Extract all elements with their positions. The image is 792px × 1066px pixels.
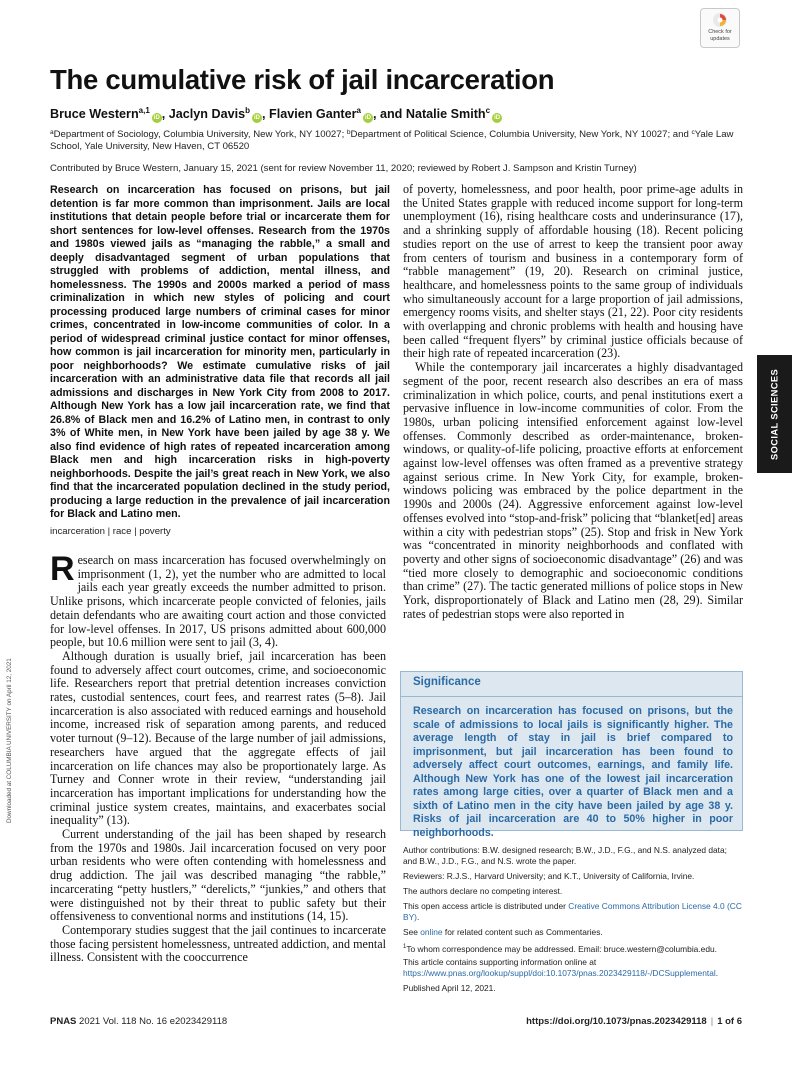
doi-link[interactable]: https://doi.org/10.1073/pnas.2023429118: [526, 1016, 707, 1027]
corr-sup: 1: [403, 944, 407, 950]
download-watermark: Downloaded at COLUMBIA UNIVERSITY on April 12, 2021: [6, 658, 13, 823]
journal-issue: 2021 Vol. 118 No. 16 e2023429118: [79, 1016, 228, 1027]
footer-separator: |: [710, 1016, 714, 1027]
see-online-note: [403, 927, 743, 938]
affil-sup-c: c: [691, 129, 695, 136]
update-icon: [712, 12, 728, 28]
affil-sup-a: a: [50, 129, 54, 136]
orcid-icon[interactable]: iD: [153, 115, 160, 121]
author-name[interactable]: Flavien Ganter: [269, 107, 357, 121]
significance-text: Research on incarceration has focused on prisons, but the scale of admissions to local jails is significantly higher. The average length of stay in jail is brief compared to imprisonment, but jail incarceration has been found to adversely affect court outcomes, earnings, and family life. Although New York has one of the lowest jail incarceration rates among large cities, over a quarter of Black men and a sixth of Latino men in the city have been jailed by age 38 y. Risks of jail incarceration are 40 to 50% higher in poor neighborhoods.: [413, 705, 733, 839]
author-name[interactable]: Bruce Western: [50, 107, 139, 121]
author-name[interactable]: Natalie Smith: [405, 107, 486, 121]
significance-divider: [400, 696, 743, 697]
orcid-icon[interactable]: iD: [364, 115, 371, 121]
author-list: [50, 106, 502, 123]
open-access-text: This open access article is distributed under: [403, 901, 569, 911]
body-right-column: [403, 183, 743, 622]
body-paragraph-3: Current understanding of the jail has been shaped by research from the 1970s and 1980s. Jail incarceration focused on very poor urban residents who were often contending with homelessness and drug addiction. The jail was described managing “the rabble,” incarcerating “petty hustlers,” “derelicts,” “junkies,” and others that were distinguished not by their threat to public safety but their offensiveness to conventional norms and institutions (14, 15).: [50, 827, 386, 924]
affil-a: Department of Sociology, Columbia University, New York, NY 10027;: [53, 129, 347, 140]
supp-text-end: .: [715, 967, 719, 978]
supp-text: This article contains supporting information online at: [403, 957, 597, 967]
drop-cap: R: [50, 550, 75, 588]
affil-b: Department of Political Science, Columbia University, New York, NY 10027; and: [350, 129, 692, 140]
open-access-end: .: [416, 911, 420, 922]
affil-c: Yale Law School, Yale University, New Haven, CT 06520: [50, 129, 734, 153]
reviewers-note: Reviewers: R.J.S., Harvard University; and K.T., University of California, Irvine.: [403, 871, 695, 881]
see-text: See: [403, 927, 421, 937]
body-paragraph-4: Contemporary studies suggest that the jail continues to incarcerate those facing persistent homelessness, untreated addiction, and mental illness. Consistent with the cooccurrence: [50, 922, 386, 965]
author-affil-sup: b: [245, 106, 250, 115]
correspondence-text: To whom correspondence may be addressed. Email: bruce.western@columbia.edu.: [406, 943, 717, 954]
affil-sup-b: b: [346, 129, 351, 136]
see-text-end: for related content such as Commentaries.: [442, 927, 603, 937]
competing-interest-note: The authors declare no competing interest.: [403, 886, 563, 896]
supporting-info-note: [403, 957, 743, 979]
author-separator: ,: [262, 107, 269, 121]
section-side-tab-label: SOCIAL SCIENCES: [769, 368, 780, 460]
keywords: incarceration | race | poverty: [50, 526, 171, 537]
orcid-icon[interactable]: iD: [494, 115, 501, 121]
author-affil-sup: c: [485, 106, 491, 115]
online-link[interactable]: online: [420, 927, 443, 937]
author-affil-sup: a: [356, 106, 361, 115]
significance-title: Significance: [413, 676, 481, 688]
badge-line1: Check for: [708, 29, 732, 35]
published-date: Published April 12, 2021.: [403, 983, 496, 993]
body-paragraph-1: [50, 550, 386, 650]
author-affil-sup: a,1: [138, 106, 150, 115]
body-left-column: [50, 550, 386, 965]
footer-journal-info: [50, 1016, 227, 1027]
body-paragraph-6: While the contemporary jail incarcerates a highly disadvantaged segment of the poor, recent research also describes an era of mass criminalization in which police, courts, and penal institutions exert a pervasive influence in low-income communities of color. From the 1980s, urban policing intensified enforcement against low-level offenses. Commonly described as order-maintenance, broken-windows, or quality-of-life policing, proactive efforts at enforcement against low-level offenses was often framed as a preventive strategy against serious crime. In New York City, for example, broken-windows policing was embraced by the police department in the 1990s and 2000s (24). Aggressive enforcement against low-level offenses evolved into “stop-and-frisk” policing that “blanket[ed] areas within a city with pedestrian stops” (25). Stop and frisk in New York was “concentrated in minority neighborhoods and conflated with poverty and other signs of socioeconomic disadvantage” (26) and was “tied more closely to demographic and socioeconomic conditions than crime” (27). The tactic generated millions of police stops in New York, disproportionately of Black and Latino men (28, 29). Similar rates of pedestrian stops were also reported in: [403, 360, 743, 621]
contributed-line: Contributed by Bruce Western, January 15, 2021 (sent for review November 11, 2020; reviewed by Robert J. Sampson and Kristin Turney): [50, 163, 637, 174]
journal-name: PNAS: [50, 1016, 77, 1027]
author-contributions: Author contributions: B.W. designed research; B.W., J.D., F.G., and N.S. analyzed data; and B.W., J.D., F.G., and N.S. wrote the paper.: [403, 845, 727, 866]
author-separator: , and: [372, 107, 406, 121]
page-number: 1 of 6: [717, 1016, 742, 1027]
body-text: esearch on mass incarceration has focused overwhelmingly on imprisonment (1, 2), yet the number who are admitted to local jails each year greatly exceeds the number admitted to prison. Unlike prisons, which incarcerate people convicted of felonies, jails detain defendants who are awaiting court action and those convicted for low-level offenses. In 2017, US prisons admitted about 600,000 people, but 10.6 million were sent to jail (3, 4).: [50, 553, 386, 650]
body-paragraph-5: of poverty, homelessness, and poor health, poor prime-age adults in the United States grapple with reduced income support for long-term unemployment (16), rising healthcare costs and underinsurance (17), and a shrinking supply of affordable housing (18). Recent policing studies report on the use of arrest to keep the transient poor away from centers of tourism and business in a contemporary form of “rabble management” (19, 20). Research on criminal justice, healthcare, and homelessness points to the same group of individuals who simultaneously account for a large proportion of jail admissions, emergency rooms visits, and shelter stays (21, 22). Poor city residents with overlapping and chronic problems with health and housing have been called “frequent flyers” by criminal justice officials because of their high rate of repeated incarceration (23).: [403, 182, 743, 361]
author-name[interactable]: Jaclyn Davis: [168, 107, 246, 121]
supplemental-link[interactable]: https://www.pnas.org/lookup/suppl/doi:10.1073/pnas.2023429118/-/DCSupplemental: [403, 967, 716, 978]
cc-by-license-link[interactable]: Creative Commons Attribution License 4.0 (CC BY): [403, 901, 742, 922]
check-for-updates-badge[interactable]: [700, 8, 740, 48]
body-paragraph-2: Although duration is usually brief, jail incarceration has been found to adversely affect court outcomes, crime, and socioeconomic life. Researchers report that pretrial detention increases conviction rates, custodial sentences, court fees, and rearrest rates (5–8). Jail incarceration is also associated with reduced earnings and household income, increased risk of separation among parents, and reduced voter turnout (9–12). Because of the large number of jail admissions, researchers have argued that the aggregate effects of jail incarceration on life chances may also be proportionately large. As Turney and Conner wrote in their review, “understanding jail incarceration has important implications for understanding how the criminal justice system creates, maintains, and exacerbates social inequality” (13).: [50, 648, 386, 828]
correspondence-note: [403, 942, 743, 955]
badge-line2: updates: [710, 36, 730, 42]
affiliations: [50, 127, 745, 154]
open-access-note: [403, 901, 743, 923]
footer-doi: [520, 1016, 742, 1027]
article-title: The cumulative risk of jail incarceration: [50, 64, 555, 95]
orcid-icon[interactable]: iD: [254, 115, 260, 121]
author-separator: ,: [161, 107, 169, 121]
abstract: Research on incarceration has focused on prisons, but jail detention is far more common than imprisonment. Jails are local institutions that detain people before trial or incarcerate them for short sentences for low-level offenses. Research from the 1970s and 1980s viewed jails as “managing the rabble,” a small and deeply disadvantaged segment of urban populations that struggled with problems of addiction, mental illness, and homelessness. The 1990s and 2000s marked a period of mass criminalization in which new styles of policing and court processing produced large numbers of criminal cases for minor crimes, concentrated in low-income communities of color. In a period of widespread criminal justice contact for minor offenses, how common is jail incarceration for minority men, particularly in poor neighborhoods? We estimate cumulative risks of jail incarceration with an administrative data file that records all jail admissions and discharges in New York City from 2008 to 2017. Although New York has a low jail incarceration rate, we find that 26.8% of Black men and 16.2% of Latino men, in contrast to only 3% of White men, in New York have been jailed by age 38 y. We also find evidence of high rates of repeated incarceration among Black men and high incarceration risks in high-poverty neighborhoods. Despite the jail’s great reach in New York, we also find that the incarcerated population declined in the study period, producing a large reduction in the prevalence of jail incarceration for Black and Latino men.: [50, 184, 390, 520]
